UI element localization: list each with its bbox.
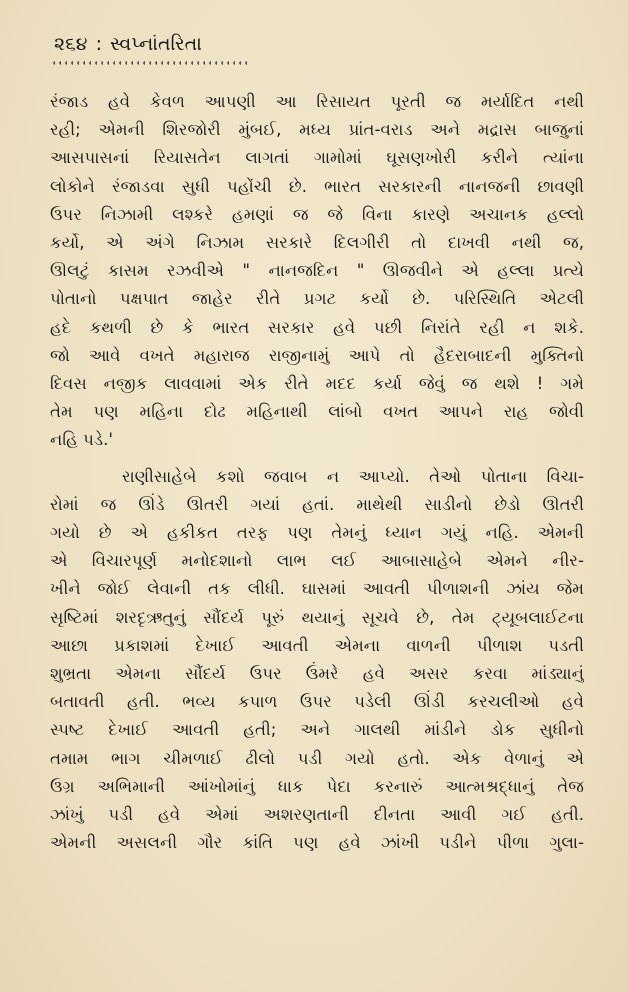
header-separator: : (95, 33, 102, 55)
text-line: તમામ ભાગ ચીમળાઈ ઢીલો પડી ગયો હતો. એક વેળાનું એ (50, 748, 584, 768)
header-wavy-rule (52, 60, 250, 66)
text-line: રંજાડ હવે કેવળ આપણી આ રિસાયત પૂરતી જ મર્યાદિત નથી (50, 92, 584, 111)
text-line: હદે કથળી છે કે ભારત સરકાર હવે પછી નિરાંતે રહી ન શકે. (50, 317, 584, 337)
text-line: રહી; એમની શિરજોરી મુંબઈ, મધ્ય પ્રાંત-વરાડ અને મદ્રાસ બાજુનાં (50, 120, 584, 140)
text-line: જો આવે વખતે મહારાજ રાજીનામું આપે તો હૈદરાબાદની મુક્તિનો (50, 345, 584, 365)
page-number: ૨૬૪ (54, 33, 88, 55)
text-line: ઊલટું કાસમ રઝવીએ " નાનજદિન " ઊજવીને એ હલ્લા પ્રત્યે (50, 261, 584, 281)
text-line: ઉપર નિઝામી લશ્કરે હમણાં જ જે વિના કારણે અચાનક હલ્લો (50, 204, 584, 224)
text-line: એમની અસલની ગૌર કાંતિ પણ હવે ઝાંખી પડીને પીળા ગુલા- (50, 833, 584, 853)
text-line: શુભ્રતા એમના સૌંદર્ય ઉપર ઉંમરે હવે અસર કરવા માંડ્યાનું (50, 664, 584, 684)
text-line: કર્યો, એ અંગે નિઝામ સરકારે દિલગીરી તો દાખવી નથી જ, (50, 233, 584, 253)
text-line: પોતાનો પક્ષપાત જાહેર રીતે પ્રગટ કર્યો છે. પરિસ્થિતિ એટલી (50, 289, 584, 309)
text-line: સૃષ્ટિમાં શરદૃઋતુનું સૌંદર્ય પૂરું થયાનું સૂચવે છે, તેમ ટ્યૂબલાઈટના (50, 607, 584, 627)
text-line: ગયો છે એ હકીકત તરફ પણ તેમનું ધ્યાન ગયું નહિ. એમની (50, 523, 584, 543)
text-line: ઝાંખું પડી હવે એમાં અશરણતાની દીનતા આવી ગઈ હતી. (50, 805, 584, 825)
running-title: સ્વપ્નાંતરિતા (109, 33, 202, 55)
paragraph-1 (50, 88, 584, 455)
running-header (54, 32, 584, 56)
text-line: આસપાસનાં રિયાસતેન લાગતાં ગામોમાં ઘૂસણખોરી કરીને ત્યાંના (50, 148, 584, 168)
text-line: દિવસ નજીક લાવવામાં એક રીતે મદદ કર્યા જેવું જ થશે ! ગમે (50, 374, 584, 394)
text-line: રાણીસાહેબે કશો જવાબ ન આપ્યો. તેઓ પોતાના વિચા- (122, 466, 584, 486)
text-line: રોમાં જ ઊંડે ઊતરી ગયાં હતાં. માથેથી સાડીનો છેડો ઊતરી (50, 494, 584, 514)
text-line: તેમ પણ મહિના દોઢ મહિનાથી લાંબો વખત આપને રાહ જોવી (50, 402, 584, 422)
paragraph-2 (50, 463, 584, 858)
text-line: બતાવતી હતી. ભવ્ય કપાળ ઉપર પડેલી ઊંડી કરચલીઓ હવે (50, 692, 584, 712)
text-line: ઉગ્ર અભિમાની આંખોમાંનું ધાક પેદા કરનારું આત્મશ્રદ્ધાનું તેજ (50, 776, 584, 796)
text-line: લોકોને રંજાડવા સુધી પહોંચી છે. ભારત સરકારની નાનજની છાવણી (50, 176, 584, 196)
text-line: સ્પષ્ટ દેખાઈ આવતી હતી; અને ગાલથી માંડીને ડોક સુધીનો (50, 720, 584, 740)
text-line: એ વિચારપૂર્ણ મનોદશાનો લાભ લઈ આબાસાહેબે એમને નીર- (50, 551, 584, 571)
text-line: ખીને જોઈ લેવાની તક લીધી. ઘાસમાં આવતી પીળાશની ઝાંય જેમ (50, 579, 584, 599)
text-line: નહિ પડે.' (50, 430, 113, 450)
text-line: આછા પ્રકાશમાં દેખાઈ આવતી એમના વાળની પીળાશ પડતી (50, 635, 584, 655)
